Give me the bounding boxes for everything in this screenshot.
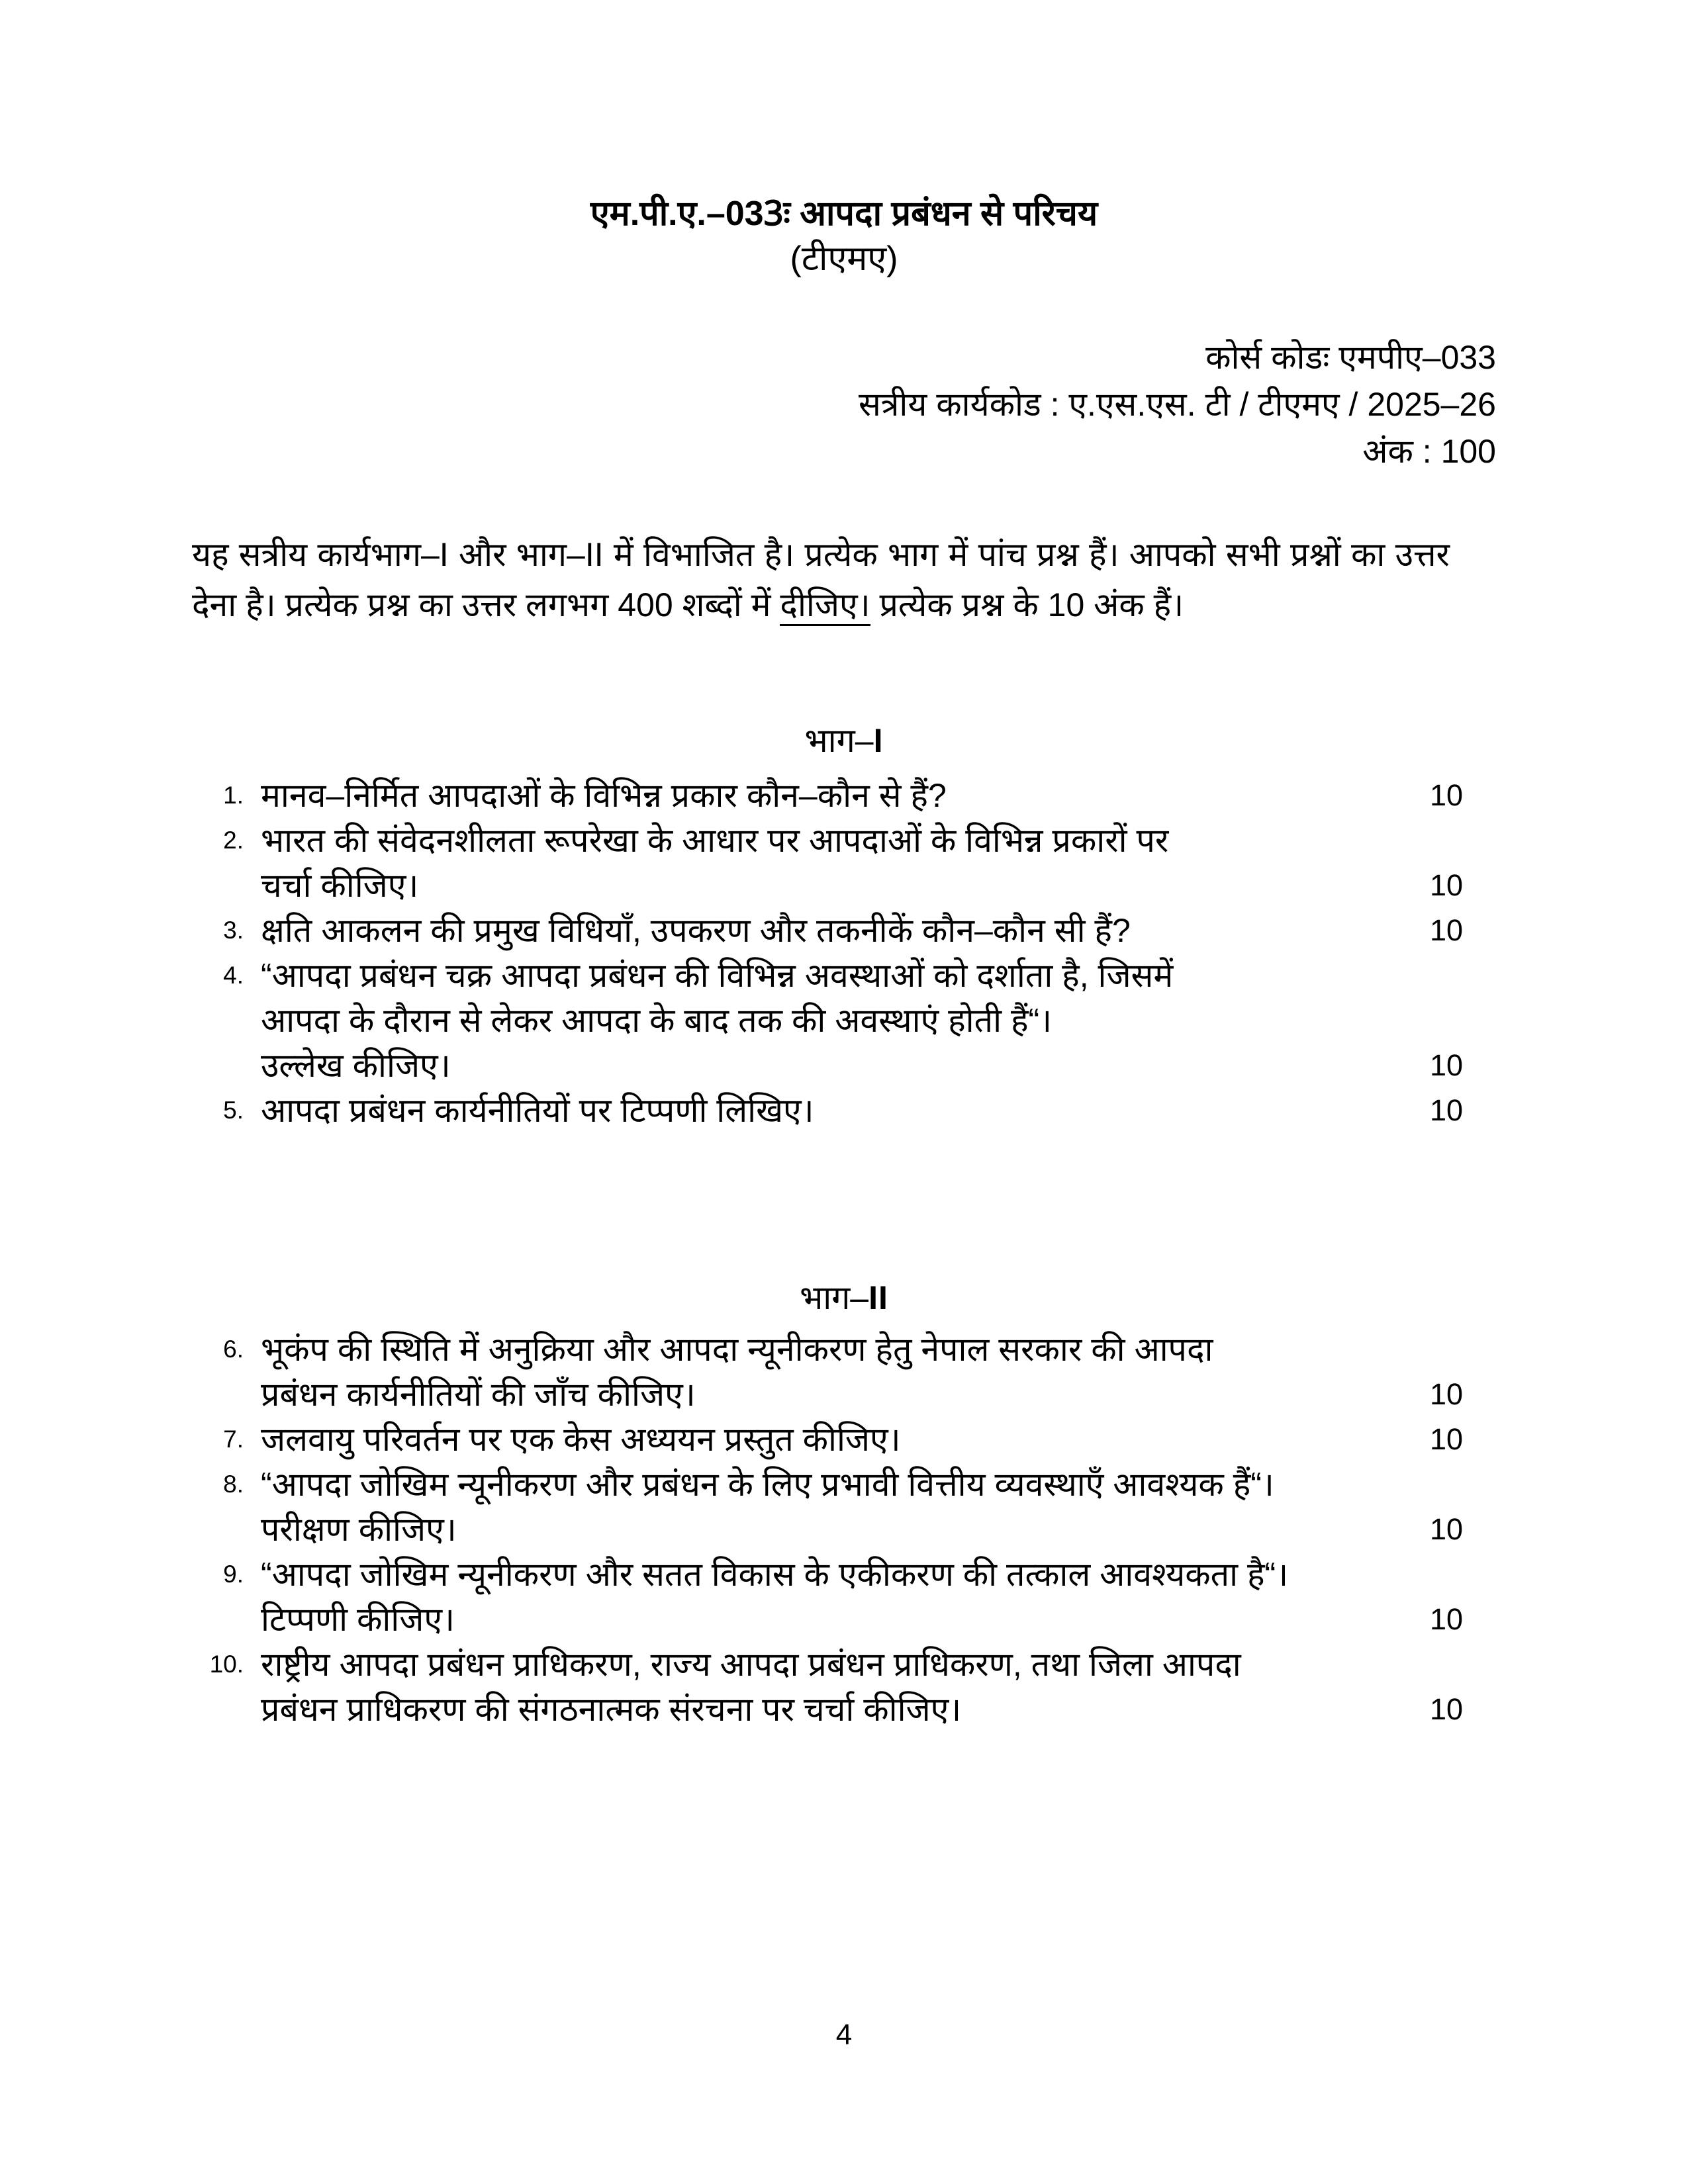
question-body (244, 1462, 1489, 1552)
course-info-block (192, 334, 1496, 475)
question-text: चर्चा कीजिए। (261, 867, 419, 904)
question-body (244, 1642, 1489, 1732)
question-line (261, 773, 1489, 818)
question-row (192, 773, 1489, 818)
question-text: भारत की संवेदनशीलता रूपरेखा के आधार पर आपदाओं के विभिन्न प्रकारों पर (261, 822, 1169, 859)
question-body (244, 953, 1489, 1088)
question-text: जलवायु परिवर्तन पर एक केस अध्ययन प्रस्तुत कीजिए। (261, 1421, 901, 1458)
question-line (261, 1372, 1489, 1417)
instructions-paragraph (192, 529, 1450, 630)
question-marks: 10 (1430, 1512, 1464, 1546)
question-line (261, 818, 1489, 863)
question-line (261, 1462, 1489, 1507)
instructions-text-first: यह सत्रीय कार्यभाग–I और भाग–II में विभाजित है। प्रत्येक भाग में पांच प्रश्न हैं। आपको सभी प्रश्नों का उत्तर देना है। प्रत्येक प्रश्न का उत्तर लगभग 400 शब्दों में (192, 536, 1450, 623)
question-line (261, 1417, 1489, 1462)
page-subtitle: (टीएमए) (790, 239, 898, 278)
question-line (261, 1597, 1489, 1642)
course-code: कोर्स कोडः एमपीए–033 (1205, 339, 1496, 376)
question-line (261, 1642, 1489, 1687)
question-body (244, 818, 1489, 908)
question-line (261, 1327, 1489, 1372)
total-marks: अंक : 100 (1362, 433, 1496, 470)
question-marks: 10 (1430, 868, 1464, 902)
question-text: “आपदा जोखिम न्यूनीकरण और सतत विकास के एकीकरण की तत्काल आवश्यकता है“। (261, 1556, 1289, 1593)
page-title: एम.पी.ए.–033ः आपदा प्रबंधन से परिचय (590, 195, 1098, 233)
part-2-header (192, 1274, 1496, 1319)
question-line (261, 998, 1489, 1043)
instructions-text-last: प्रत्येक प्रश्न के 10 अंक हैं। (870, 586, 1184, 623)
question-text: टिप्पणी कीजिए। (261, 1601, 455, 1638)
question-body (244, 1327, 1489, 1417)
question-text: “आपदा प्रबंधन चक्र आपदा प्रबंधन की विभिन्न अवस्थाओं को दर्शाता है, जिसमें (261, 957, 1174, 994)
part-2-label: भाग– (800, 1279, 869, 1316)
question-marks: 10 (1430, 1692, 1464, 1726)
question-number: 1. (223, 782, 244, 809)
question-line (261, 908, 1489, 953)
question-text: प्रबंधन कार्यनीतियों की जाँच कीजिए। (261, 1376, 696, 1413)
assignment-code: सत्रीय कार्यकोड : ए.एस.एस. टी / टीएमए / 2025–26 (859, 386, 1496, 423)
question-text: उल्लेख कीजिए। (261, 1047, 451, 1084)
question-text: आपदा के दौरान से लेकर आपदा के बाद तक की अवस्थाएं होती हैं“। (261, 1002, 1053, 1039)
question-body (244, 1088, 1489, 1133)
question-body (244, 1417, 1489, 1462)
question-row (192, 953, 1489, 1088)
question-row (192, 1088, 1489, 1133)
question-text: क्षति आकलन की प्रमुख विधियाँ, उपकरण और तकनीकें कौन–कौन सी हैं? (261, 912, 1131, 949)
part-2-numeral: II (868, 1279, 888, 1316)
question-text: प्रबंधन प्राधिकरण की संगठनात्मक संरचना पर चर्चा कीजिए। (261, 1691, 962, 1728)
question-body (244, 773, 1489, 818)
question-number: 10. (209, 1651, 244, 1678)
question-number: 4. (223, 962, 244, 989)
part-1-label: भाग– (804, 722, 874, 759)
question-text: राष्ट्रीय आपदा प्रबंधन प्राधिकरण, राज्य आपदा प्रबंधन प्राधिकरण, तथा जिला आपदा (261, 1646, 1241, 1683)
question-number: 7. (223, 1426, 244, 1453)
question-body (244, 1552, 1489, 1642)
question-row (192, 908, 1489, 953)
question-line (261, 953, 1489, 998)
question-line (261, 1088, 1489, 1133)
question-number: 8. (223, 1471, 244, 1498)
question-line (261, 1043, 1489, 1088)
question-line (261, 1687, 1489, 1732)
page-number: 4 (835, 2019, 853, 2051)
question-row (192, 1552, 1489, 1642)
question-row (192, 818, 1489, 908)
question-marks: 10 (1430, 1377, 1464, 1411)
question-number: 6. (223, 1336, 244, 1363)
question-line (261, 863, 1489, 908)
part-1-header (192, 717, 1496, 762)
question-text: भूकंप की स्थिति में अनुक्रिया और आपदा न्यूनीकरण हेतु नेपाल सरकार की आपदा (261, 1331, 1213, 1368)
question-row (192, 1642, 1489, 1732)
question-number: 9. (223, 1561, 244, 1588)
question-text: “आपदा जोखिम न्यूनीकरण और प्रबंधन के लिए प्रभावी वित्तीय व्यवस्थाएँ आवश्यक हैं“। (261, 1466, 1274, 1503)
question-marks: 10 (1430, 1602, 1464, 1636)
question-number: 2. (223, 827, 244, 854)
part-2-question-list (192, 1327, 1489, 1732)
question-row (192, 1417, 1489, 1462)
question-text: आपदा प्रबंधन कार्यनीतियों पर टिप्पणी लिखिए। (261, 1092, 814, 1129)
instructions-text-underlined: दीजिए। (780, 586, 870, 626)
part-1-numeral: I (873, 722, 884, 759)
document-title-block (192, 192, 1496, 281)
part-1-question-list (192, 773, 1489, 1133)
question-row (192, 1327, 1489, 1417)
question-number: 3. (223, 917, 244, 944)
question-marks: 10 (1430, 778, 1464, 812)
question-body (244, 908, 1489, 953)
question-row (192, 1462, 1489, 1552)
question-line (261, 1507, 1489, 1552)
question-text: परीक्षण कीजिए। (261, 1511, 457, 1548)
question-marks: 10 (1430, 1048, 1464, 1082)
question-text: मानव–निर्मित आपदाओं के विभिन्न प्रकार कौन–कौन से हैं? (261, 777, 947, 814)
question-marks: 10 (1430, 1093, 1464, 1127)
question-number: 5. (223, 1097, 244, 1124)
question-marks: 10 (1430, 1422, 1464, 1456)
question-line (261, 1552, 1489, 1597)
question-marks: 10 (1430, 913, 1464, 947)
